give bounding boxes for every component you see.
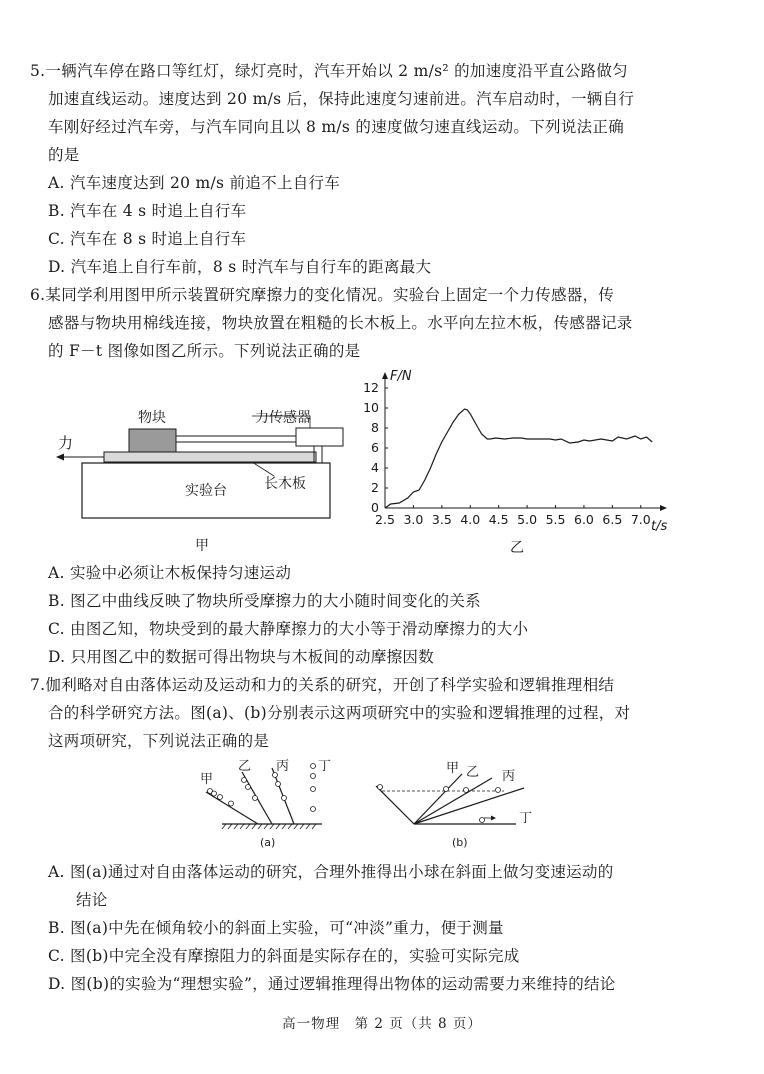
slope-yi xyxy=(414,778,492,824)
label-a-jia: 甲 xyxy=(200,772,214,787)
label-b-yi: 乙 xyxy=(466,765,480,780)
figure-a-inclines xyxy=(198,756,348,856)
q5-option-b: B. 汽车在 4 s 时追上自行车 xyxy=(48,202,247,220)
q7-stem-line-2: 合的科学研究方法。图(a)、(b)分别表示这两项研究中的实验和逻辑推理的过程，对 xyxy=(48,704,631,722)
x-tick-label: 6.5 xyxy=(602,512,623,527)
x-tick-label: 4.5 xyxy=(488,512,509,527)
q7-option-a: A. 图(a)通过对自由落体运动的研究，合理外推得出小球在斜面上做匀变速运动的 xyxy=(48,863,614,881)
q6-option-d: D. 只用图乙中的数据可得出物块与木板间的动摩擦因数 xyxy=(48,648,435,666)
y-tick-label: 8 xyxy=(371,420,379,435)
q7-stem-line-3: 这两项研究，下列说法正确的是 xyxy=(48,732,270,750)
label-block: 物块 xyxy=(138,410,166,426)
x-axis-label: t/s xyxy=(651,519,668,534)
x-tick-label: 7.0 xyxy=(630,512,651,527)
label-a-ding: 丁 xyxy=(318,759,332,774)
q5-option-c: C. 汽车在 8 s 时追上自行车 xyxy=(48,230,247,248)
page-footer: 高一物理 第 2 页（共 8 页） xyxy=(282,1016,482,1032)
label-a-bing: 丙 xyxy=(276,759,290,774)
block xyxy=(129,429,176,452)
y-tick-label: 12 xyxy=(363,380,379,395)
q7-option-b: B. 图(a)中先在倾角较小的斜面上实验，可“冲淡”重力，便于测量 xyxy=(48,919,504,937)
q7-option-d: D. 图(b)的实验为“理想实验”，通过逻辑推理得出物体的运动需要力来维持的结论 xyxy=(48,975,616,993)
label-b-jia: 甲 xyxy=(446,761,460,776)
x-tick-label: 5.0 xyxy=(517,512,538,527)
label-b-bing: 丙 xyxy=(502,769,516,784)
y-axis-arrow xyxy=(382,372,388,379)
q5-stem-line-4: 的是 xyxy=(48,146,80,164)
caption-yi: 乙 xyxy=(510,540,524,556)
q6-stem-line-3: 的 F－t 图像如图乙所示。下列说法正确的是 xyxy=(48,342,361,360)
ground-hatch xyxy=(222,824,316,829)
label-sensor: 力传感器 xyxy=(255,410,311,426)
q5-stem-line-2: 加速直线运动。速度达到 20 m/s 后，保持此速度匀速前进。汽车启动时，一辆自行 xyxy=(48,90,635,108)
x-tick-label: 5.5 xyxy=(545,512,566,527)
y-tick-label: 2 xyxy=(371,480,379,495)
force-curve xyxy=(385,409,652,508)
q7-stem-line-1: 7.伽利略对自由落体运动及运动和力的关系的研究，开创了科学实验和逻辑推理相结 xyxy=(30,676,615,694)
label-b-ding: 丁 xyxy=(519,811,533,826)
label-table: 实验台 xyxy=(185,483,227,499)
chart-series xyxy=(385,409,652,508)
long-board xyxy=(104,452,316,462)
chart-ticks xyxy=(363,380,651,527)
q7-option-c: C. 图(b)中完全没有摩擦阻力的斜面是实际存在的，实验可实际完成 xyxy=(48,947,520,965)
q5-option-d: D. 汽车追上自行车前，8 s 时汽车与自行车的距离最大 xyxy=(48,258,432,276)
label-force: 力 xyxy=(58,434,74,452)
q6-stem-line-2: 感器与物块用棉线连接，物块放置在粗糙的长木板上。水平向左拉木板，传感器记录 xyxy=(48,314,633,332)
y-axis-label: F/N xyxy=(390,369,412,384)
y-tick-label: 0 xyxy=(371,500,379,515)
q5-stem-line-1: 5.一辆汽车停在路口等红灯，绿灯亮时，汽车开始以 2 m/s² 的加速度沿平直公路做匀 xyxy=(30,62,628,80)
label-a-yi: 乙 xyxy=(238,759,252,774)
figure-b-ideal-experiment xyxy=(366,756,536,856)
force-time-chart xyxy=(355,360,675,560)
q7-option-a-cont: 结论 xyxy=(76,891,108,909)
force-sensor xyxy=(296,428,343,446)
y-tick-label: 10 xyxy=(363,400,379,415)
q6-option-a: A. 实验中必须让木板保持匀速运动 xyxy=(48,564,292,582)
x-tick-label: 4.0 xyxy=(460,512,481,527)
label-board: 长木板 xyxy=(264,476,306,492)
balls xyxy=(208,764,316,812)
q6-option-b: B. 图乙中曲线反映了物块所受摩擦力的大小随时间变化的关系 xyxy=(48,592,481,610)
left-incline xyxy=(376,786,414,824)
q6-option-c: C. 由图乙知，物块受到的最大静摩擦力的大小等于滑动摩擦力的大小 xyxy=(48,620,529,638)
incline-jia xyxy=(206,792,258,824)
x-tick-label: 3.5 xyxy=(431,512,452,527)
q5-option-a: A. 汽车速度达到 20 m/s 前追不上自行车 xyxy=(48,174,341,192)
y-tick-label: 6 xyxy=(371,440,379,455)
x-axis-arrow xyxy=(660,505,667,511)
y-tick-label: 4 xyxy=(371,460,379,475)
chart-axes xyxy=(382,372,667,511)
q5-stem-line-3: 车刚好经过汽车旁，与汽车同向且以 8 m/s 的速度做匀速直线运动。下列说法正确 xyxy=(48,118,625,136)
caption-b: (b) xyxy=(452,836,468,849)
x-tick-label: 3.0 xyxy=(403,512,424,527)
x-tick-label: 2.5 xyxy=(375,512,395,527)
q6-stem-line-1: 6.某同学利用图甲所示装置研究摩擦力的变化情况。实验台上固定一个力传感器，传 xyxy=(30,286,615,304)
apparatus-diagram xyxy=(52,398,352,558)
caption-jia: 甲 xyxy=(195,538,209,554)
caption-a: (a) xyxy=(260,836,276,849)
x-tick-label: 6.0 xyxy=(574,512,594,527)
